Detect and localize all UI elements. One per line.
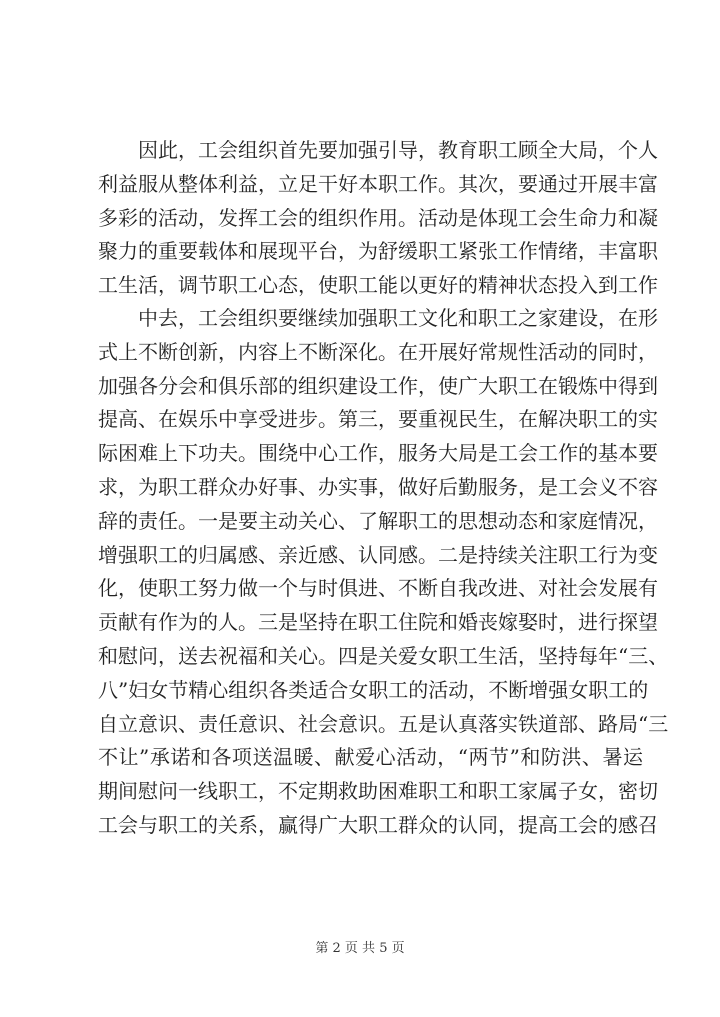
text-line: 辞的责任。一是要主动关心、了解职工的思想动态和家庭情况， — [98, 508, 658, 533]
text-line: 和慰问，送去祝福和关心。四是关爱女职工生活，坚持每年“三、 — [98, 643, 669, 668]
text-line: 聚力的重要载体和展现平台，为舒缓职工紧张工作情绪，丰富职 — [98, 239, 658, 264]
text-line: 八”妇女节精心组织各类适合女职工的活动，不断增强女职工的 — [98, 677, 649, 702]
text-line: 不让”承诺和各项送温暖、献爱心活动，“两节”和防洪、暑运 — [98, 745, 643, 770]
text-line: 因此，工会组织首先要加强引导，教育职工顾全大局，个人 — [138, 138, 658, 162]
text-line: 式上不断创新，内容上不断深化。在开展好常规性活动的同时， — [98, 339, 658, 364]
text-line: 化，使职工努力做一个与时俱进、不断自我改进、对社会发展有 — [98, 576, 658, 601]
text-line: 际困难上下功夫。围绕中心工作，服务大局是工会工作的基本要 — [98, 441, 658, 466]
paragraph-2 — [98, 302, 669, 843]
page-footer: 第 2 页 共 5 页 — [315, 941, 405, 956]
paragraph-1 — [98, 134, 658, 303]
text-line: 加强各分会和俱乐部的组织建设工作，使广大职工在锻炼中得到 — [98, 373, 658, 398]
text-line: 增强职工的归属感、亲近感、认同感。二是持续关注职工行为变 — [98, 542, 658, 567]
text-line: 自立意识、责任意识、社会意识。五是认真落实铁道部、路局“三 — [98, 711, 669, 736]
text-line: 利益服从整体利益，立足干好本职工作。其次，要通过开展丰富 — [98, 171, 658, 196]
text-line: 求，为职工群众办好事、办实事，做好后勤服务，是工会义不容 — [98, 474, 658, 499]
text-line: 期间慰问一线职工，不定期救助困难职工和职工家属子女，密切 — [98, 779, 658, 804]
text-line: 贡献有作为的人。三是坚持在职工住院和婚丧嫁娶时，进行探望 — [98, 610, 658, 635]
text-line: 多彩的活动，发挥工会的组织作用。活动是体现工会生命力和凝 — [98, 205, 658, 230]
text-line: 工生活，调节职工心态，使职工能以更好的精神状态投入到工作 — [98, 273, 658, 298]
text-line: 工会与职工的关系，赢得广大职工群众的认同，提高工会的感召 — [98, 812, 658, 837]
text-line: 中去，工会组织要继续加强职工文化和职工之家建设，在形 — [138, 306, 658, 330]
text-line: 提高、在娱乐中享受进步。第三，要重视民生，在解决职工的实 — [98, 407, 658, 432]
